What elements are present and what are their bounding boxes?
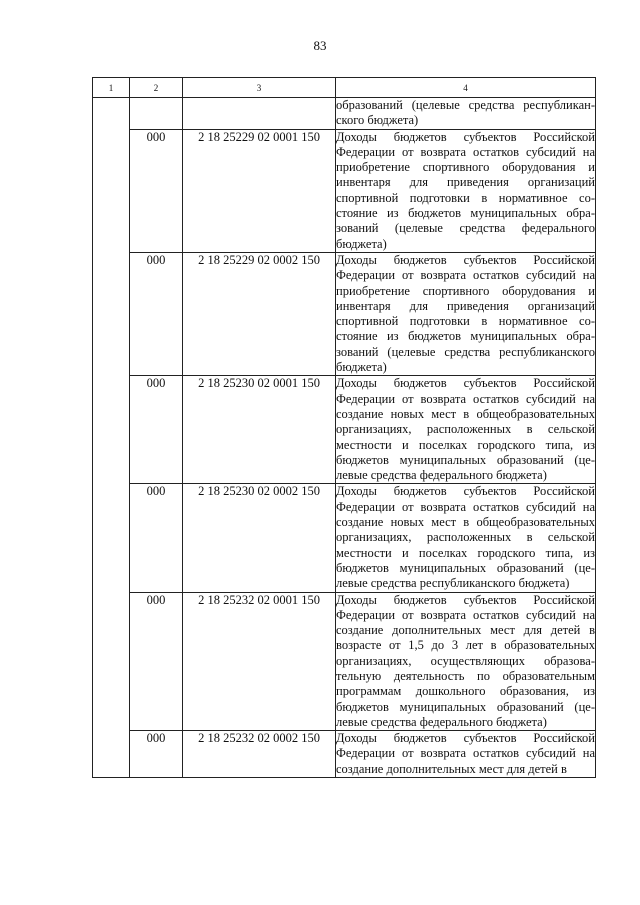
description-line: создание дополнительных мест для детей в — [336, 761, 567, 776]
header-cell-4: 4 — [336, 78, 596, 98]
budget-code-cell: 2 18 25232 02 0002 150 — [183, 731, 336, 778]
admin-code-cell: 000 — [130, 484, 183, 592]
description-line: бюджета) — [336, 236, 387, 251]
description-line: бюджетов муниципальных образований (це- — [336, 560, 595, 575]
description-line: создание дополнительных мест для детей в — [336, 623, 595, 638]
description-line: Доходы бюджетов субъектов Российской — [336, 129, 595, 144]
table-row — [93, 592, 596, 731]
description-line: образований (целевые средства республикан- — [336, 98, 595, 112]
budget-code-cell: 2 18 25230 02 0002 150 — [183, 484, 336, 592]
budget-codes-table — [92, 77, 596, 778]
description-cell — [336, 484, 596, 592]
description-line: левые средства республиканского бюджета) — [336, 576, 570, 591]
description-line: Федерации от возврата остатков субсидий на — [336, 499, 595, 514]
table-row — [93, 98, 596, 130]
description-line: Доходы бюджетов субъектов Российской — [336, 252, 595, 267]
description-line: тельную деятельность по образовательным — [336, 668, 595, 683]
table-row — [93, 129, 596, 252]
budget-code-cell: 2 18 25229 02 0001 150 — [183, 129, 336, 252]
description-line: Федерации от возврата остатков субсидий на — [336, 391, 595, 406]
description-line: бюджетов муниципальных образований (це- — [336, 452, 595, 467]
description-line: левые средства федерального бюджета) — [336, 714, 547, 729]
table-row — [93, 252, 596, 375]
table-row — [93, 376, 596, 484]
budget-code-cell: 2 18 25230 02 0001 150 — [183, 376, 336, 484]
admin-code-cell: 000 — [130, 129, 183, 252]
description-line: Федерации от возврата остатков субсидий на — [336, 144, 595, 159]
header-cell-3: 3 — [183, 78, 336, 98]
table-row — [93, 731, 596, 778]
description-line: бюджетов муниципальных образований (це- — [336, 699, 595, 714]
admin-code-cell: 000 — [130, 376, 183, 484]
description-line: инвентаря для приведения организаций — [336, 175, 595, 190]
description-line: ского бюджета) — [336, 113, 419, 128]
column-1-cell — [93, 98, 130, 778]
budget-code-cell — [183, 98, 336, 130]
description-line: Федерации от возврата остатков субсидий на — [336, 746, 595, 761]
description-line: создание новых мест в общеобразовательных — [336, 406, 595, 421]
description-line: зований (целевые средства республиканского — [336, 344, 595, 359]
description-line: организациях, осуществляющих образова- — [336, 653, 595, 668]
description-line: Доходы бюджетов субъектов Российской — [336, 592, 595, 607]
admin-code-cell: 000 — [130, 592, 183, 731]
description-line: Доходы бюджетов субъектов Российской — [336, 376, 595, 391]
description-line: Федерации от возврата остатков субсидий на — [336, 607, 595, 622]
description-line: инвентаря для приведения организаций — [336, 298, 595, 313]
description-line: Доходы бюджетов субъектов Российской — [336, 731, 595, 746]
description-line: приобретение спортивного оборудования и — [336, 160, 595, 175]
table-header-row — [93, 78, 596, 98]
table-row — [93, 484, 596, 592]
description-line: создание новых мест в общеобразовательных — [336, 515, 595, 530]
description-cell — [336, 376, 596, 484]
description-line: местности и поселках городского типа, из — [336, 545, 595, 560]
description-line: местности и поселках городского типа, из — [336, 437, 595, 452]
budget-code-cell: 2 18 25229 02 0002 150 — [183, 252, 336, 375]
description-line: Доходы бюджетов субъектов Российской — [336, 484, 595, 499]
description-cell — [336, 592, 596, 731]
description-line: левые средства федерального бюджета) — [336, 468, 547, 483]
description-line: Федерации от возврата остатков субсидий на — [336, 268, 595, 283]
description-cell — [336, 252, 596, 375]
description-cell — [336, 129, 596, 252]
header-cell-2: 2 — [130, 78, 183, 98]
description-line: зований (целевые средства федерального — [336, 221, 595, 236]
header-cell-1: 1 — [93, 78, 130, 98]
description-line: стояние из бюджетов муниципальных обра- — [336, 206, 595, 221]
description-line: спортивной подготовки в нормативное со- — [336, 190, 595, 205]
description-cell — [336, 98, 596, 130]
admin-code-cell: 000 — [130, 252, 183, 375]
admin-code-cell: 000 — [130, 731, 183, 778]
description-cell — [336, 731, 596, 778]
admin-code-cell — [130, 98, 183, 130]
description-line: возрасте от 1,5 до 3 лет в образовательных — [336, 638, 595, 653]
description-line: стояние из бюджетов муниципальных обра- — [336, 329, 595, 344]
description-line: организациях, расположенных в сельской — [336, 422, 595, 437]
description-line: спортивной подготовки в нормативное со- — [336, 314, 595, 329]
description-line: программам дошкольного образования, из — [336, 684, 595, 699]
budget-code-cell: 2 18 25232 02 0001 150 — [183, 592, 336, 731]
page-number: 83 — [313, 38, 327, 53]
description-line: бюджета) — [336, 360, 387, 375]
description-line: приобретение спортивного оборудования и — [336, 283, 595, 298]
description-line: организациях, расположенных в сельской — [336, 530, 595, 545]
